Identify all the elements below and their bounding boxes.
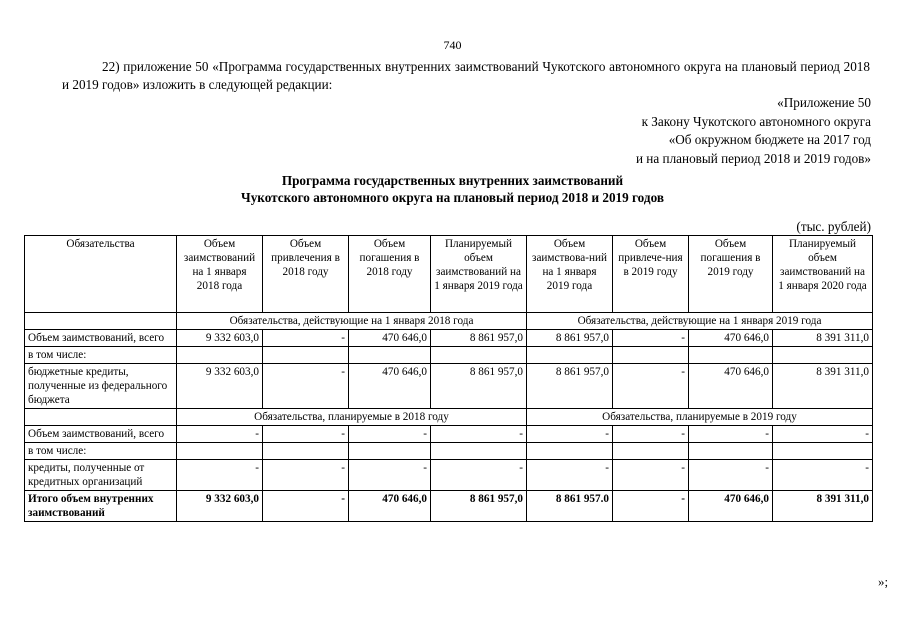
table-cell: 8 861 957,0 [431,364,527,409]
table-cell: - [613,426,689,443]
row-label: кредиты, полученные от кредитных организаций [25,460,177,491]
units-label: (тыс. рублей) [796,219,871,234]
table-cell: 9 332 603,0 [177,330,263,347]
table-row [25,347,873,364]
table-cell: - [773,460,873,491]
section-title: Обязательства, планируемые в 2018 году [177,409,527,426]
table-cell [613,443,689,460]
annex-line-4: и на плановый период 2018 и 2019 годов» [635,150,871,166]
page-number: 740 [443,38,462,52]
table-cell [263,347,349,364]
table-cell: 8 861 957,0 [431,330,527,347]
table-cell: - [773,426,873,443]
section-spacer [25,313,177,330]
document-title [0,172,905,206]
table-cell: 8 391 311,0 [773,364,873,409]
header-cell: Объем привлече-ния в 2019 году [613,236,689,313]
table-cell [263,443,349,460]
annex-line-1: «Приложение 50 [777,95,871,110]
section-row [25,313,873,330]
header-cell: Объем привлечения в 2018 году [263,236,349,313]
table-cell: - [527,426,613,443]
table-cell: 470 646,0 [689,330,773,347]
table-row [25,443,873,460]
table-cell: - [349,426,431,443]
intro-paragraph: 22) приложение 50 «Программа государственных внутренних заимствований Чукотского автономного округа на плановый период 2018 и 2019 годов» изложить в следующей редакции: [62,59,870,92]
table-cell: 8 861 957.0 [527,491,613,522]
table-cell: 8 861 957,0 [527,364,613,409]
total-row [25,491,873,522]
table-cell [527,347,613,364]
annex-line-3: «Об окружном бюджете на 2017 год [668,132,871,147]
table-cell [689,443,773,460]
section-title: Обязательства, планируемые в 2019 году [527,409,873,426]
table-cell: 470 646,0 [349,330,431,347]
row-label: в том числе: [25,443,177,460]
table-cell: - [263,330,349,347]
table-cell [349,443,431,460]
table-cell: - [527,460,613,491]
table-cell: 8 391 311,0 [773,491,873,522]
table-cell [527,443,613,460]
table-cell: - [263,426,349,443]
closing-quote: »; [878,574,889,589]
table-row [25,364,873,409]
table-cell: - [613,364,689,409]
table-cell: - [689,426,773,443]
row-label: Объем заимствований, всего [25,330,177,347]
row-label: Итого объем внутренних заимствований [25,491,177,522]
table-cell: 8 861 957,0 [527,330,613,347]
table-cell [689,347,773,364]
table-cell: - [613,330,689,347]
table-row [25,330,873,347]
table-cell: - [431,460,527,491]
table-cell [177,443,263,460]
table-cell: 470 646,0 [689,491,773,522]
table-cell [431,347,527,364]
table-cell: 9 332 603,0 [177,491,263,522]
row-label: бюджетные кредиты, полученные из федерального бюджета [25,364,177,409]
table-cell: - [177,460,263,491]
table-row [25,460,873,491]
header-cell: Объем погашения в 2018 году [349,236,431,313]
borrowing-program-table [24,235,873,522]
table-cell: - [263,460,349,491]
header-cell: Планируемый объем заимствований на 1 января 2019 года [431,236,527,313]
table-cell: - [613,460,689,491]
table-cell: 470 646,0 [349,491,431,522]
table-row [25,426,873,443]
table-cell [773,443,873,460]
annex-line-2: к Закону Чукотского автономного округа [641,113,871,129]
table-cell: - [431,426,527,443]
table-cell [773,347,873,364]
annex-reference [511,94,871,168]
table-cell [613,347,689,364]
table-cell: 470 646,0 [689,364,773,409]
table-cell: - [689,460,773,491]
table-cell: - [349,460,431,491]
title-line-1: Программа государственных внутренних заимствований [281,173,624,188]
row-label: Объем заимствований, всего [25,426,177,443]
table-cell: - [263,491,349,522]
table-cell: - [613,491,689,522]
section-spacer [25,409,177,426]
section-title: Обязательства, действующие на 1 января 2019 года [527,313,873,330]
table-cell [431,443,527,460]
table-header-row [25,236,873,313]
table-cell: 470 646,0 [349,364,431,409]
table-cell: 8 861 957,0 [431,491,527,522]
header-cell: Обязательства [25,236,177,313]
row-label: в том числе: [25,347,177,364]
section-row [25,409,873,426]
header-cell: Объем заимствова-ний на 1 января 2019 года [527,236,613,313]
table-cell: 8 391 311,0 [773,330,873,347]
table-cell: - [177,426,263,443]
table-cell: 9 332 603,0 [177,364,263,409]
table-cell [349,347,431,364]
header-cell: Объем погашения в 2019 году [689,236,773,313]
section-title: Обязательства, действующие на 1 января 2018 года [177,313,527,330]
header-cell: Объем заимствований на 1 января 2018 года [177,236,263,313]
table-cell [177,347,263,364]
title-line-2: Чукотского автономного округа на плановый период 2018 и 2019 годов [241,190,664,205]
table-cell: - [263,364,349,409]
header-cell: Планируемый объем заимствований на 1 января 2020 года [773,236,873,313]
